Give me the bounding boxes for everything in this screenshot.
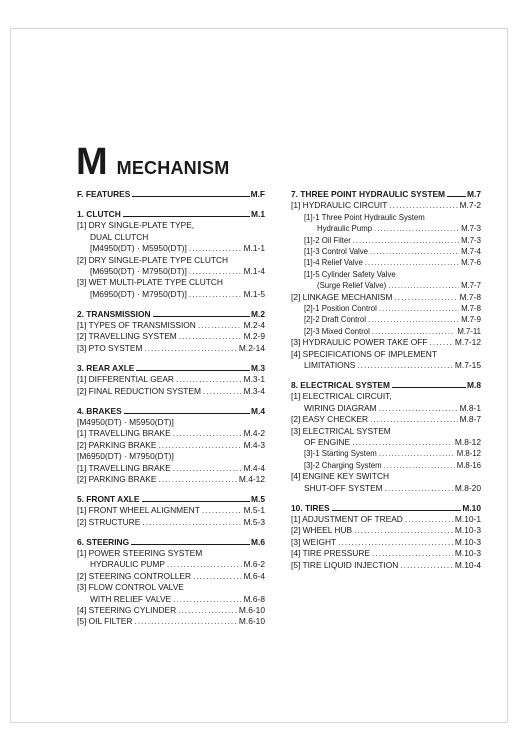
entry-title: [2] PARKING BRAKE	[77, 473, 157, 484]
entry-title: [1] POWER STEERING SYSTEM	[77, 547, 203, 558]
dot-leader	[158, 474, 236, 485]
toc-entry	[77, 277, 265, 288]
entry-title: [M4950(DT) · M5950(DT)]	[77, 416, 174, 427]
entry-title: SHUT-OFF SYSTEM	[304, 482, 383, 493]
entry-page-number: M.7-8	[459, 291, 481, 302]
leader-line	[124, 413, 250, 414]
entry-page-number: M.7-3	[461, 224, 481, 234]
section-page-number: M.4	[251, 405, 265, 416]
section-page-number: M.5	[251, 493, 265, 504]
section-title: 7. THREE POINT HYDRAULIC SYSTEM	[291, 189, 446, 199]
entry-page-number: M.1-5	[243, 288, 265, 299]
section-title: 4. BRAKES	[77, 405, 122, 416]
entry-page-number: M.7-4	[461, 247, 481, 257]
toc-entry[interactable]	[77, 517, 265, 528]
toc-entry[interactable]	[77, 428, 265, 439]
dot-leader	[357, 360, 453, 371]
entry-title: [M6950(DT) · M7950(DT)]	[90, 288, 187, 299]
section-page-number: M.1	[251, 208, 265, 219]
toc-entry[interactable]	[291, 360, 481, 371]
entry-title: [1]-2 Oil Filter	[304, 235, 351, 245]
entry-title: [1]-3 Control Valve	[304, 247, 368, 257]
entry-page-number: M.1-4	[243, 265, 265, 276]
toc-section	[77, 494, 265, 528]
toc-entry[interactable]	[77, 343, 265, 354]
toc-entry	[291, 426, 481, 437]
toc-entry[interactable]	[291, 200, 481, 211]
section-heading[interactable]	[77, 209, 265, 220]
entry-title: [1] TRAVELLING BRAKE	[77, 462, 171, 473]
dot-leader	[365, 257, 459, 268]
entry-title: [2]-3 Mixed Control	[304, 326, 370, 336]
entry-page-number: M.7-7	[461, 281, 481, 291]
toc-entry[interactable]	[291, 314, 481, 325]
toc-section	[291, 503, 481, 571]
toc-entry	[77, 548, 265, 559]
dot-leader	[368, 314, 459, 325]
entry-title: [4] SPECIFICATIONS OF IMPLEMENT	[291, 348, 437, 359]
section-heading[interactable]	[77, 363, 265, 374]
section-page-number: M.8	[467, 380, 481, 390]
entry-title: [4] TIRE PRESSURE	[291, 548, 370, 559]
entry-page-number: M.4-4	[243, 462, 265, 473]
section-title: 3. REAR AXLE	[77, 362, 135, 373]
dot-leader	[173, 594, 241, 605]
toc-section	[291, 189, 481, 372]
entry-page-number: M.4-3	[243, 439, 265, 450]
entry-page-number: M.6-10	[238, 605, 265, 615]
entry-title: DUAL CLUTCH	[90, 231, 149, 242]
dot-leader	[370, 246, 459, 257]
entry-title: [1] ELECTRICAL CIRCUIT,	[291, 391, 392, 402]
dot-leader	[189, 289, 242, 300]
entry-page-number: M.8-16	[456, 460, 481, 470]
dot-leader	[394, 292, 457, 303]
entry-page-number: M.7-12	[454, 337, 481, 348]
entry-title: [M6950(DT) · M7950(DT)]	[77, 451, 174, 462]
toc-entry[interactable]	[291, 537, 481, 548]
toc-entry	[291, 391, 481, 402]
entry-page-number: M.7-15	[454, 360, 481, 371]
dot-leader	[370, 414, 457, 425]
dot-leader	[173, 428, 242, 439]
section-title: 6. STEERING	[77, 536, 130, 547]
toc-entry[interactable]	[77, 616, 265, 627]
toc-entry	[291, 269, 481, 280]
entry-page-number: M.8-1	[459, 402, 481, 413]
entry-title: [M4950(DT) · M5950(DT)]	[90, 243, 187, 254]
entry-page-number: M.6-10	[238, 616, 265, 627]
entry-page-number: M.7-9	[461, 315, 481, 325]
entry-title: [1] DIFFERENTIAL GEAR	[77, 374, 174, 385]
toc-entry[interactable]	[77, 374, 265, 385]
entry-page-number: M.4-2	[243, 428, 265, 439]
toc-entry[interactable]	[77, 243, 265, 254]
dot-leader	[179, 331, 242, 342]
entry-page-number: M.7-3	[461, 235, 481, 245]
dot-leader	[193, 571, 242, 582]
chapter-letter: M	[76, 141, 107, 183]
section-title: 2. TRANSMISSION	[77, 308, 151, 319]
entry-title: [3] WET MULTI-PLATE TYPE CLUTCH	[77, 277, 223, 288]
entry-title: [5] OIL FILTER	[77, 616, 133, 627]
leader-line	[332, 510, 462, 511]
dot-leader	[142, 517, 241, 528]
dot-leader	[202, 505, 242, 516]
toc-section	[77, 406, 265, 486]
leader-line	[132, 196, 249, 197]
chapter-title: MECHANISM	[116, 158, 230, 178]
entry-page-number: M.3-4	[243, 385, 265, 396]
entry-title: [M6950(DT) · M7950(DT)]	[90, 265, 187, 276]
toc-entry[interactable]	[291, 514, 481, 525]
entry-title: WITH RELIEF VALVE	[90, 593, 172, 604]
toc-entry	[77, 255, 265, 266]
section-title: 5. FRONT AXLE	[77, 493, 140, 504]
toc-entry	[77, 582, 265, 593]
entry-title: WIRING DIAGRAM	[304, 402, 377, 413]
entry-page-number: M.5-1	[243, 505, 265, 516]
entry-title: [3] PTO SYSTEM	[77, 342, 143, 353]
toc-entry[interactable]	[77, 440, 265, 451]
entry-page-number: M.6-8	[243, 593, 265, 604]
entry-title: [4] ENGINE KEY SWITCH	[291, 471, 390, 482]
entry-page-number: M.7-2	[459, 200, 481, 211]
entry-title: OF ENGINE	[304, 437, 351, 448]
entry-title: [2] STRUCTURE	[77, 516, 141, 527]
section-page-number: M.2	[251, 308, 265, 319]
toc-entry[interactable]	[291, 403, 481, 414]
entry-title: [2]-1 Position Control	[304, 304, 377, 314]
toc-entry	[291, 212, 481, 223]
leader-line	[153, 316, 251, 317]
entry-title: [5] TIRE LIQUID INJECTION	[291, 559, 399, 570]
toc-entry[interactable]	[291, 292, 481, 303]
toc-entry[interactable]	[77, 594, 265, 605]
dot-leader	[430, 337, 453, 348]
entry-title: [2] LINKAGE MECHANISM	[291, 291, 393, 302]
entry-title: [1] HYDRAULIC CIRCUIT	[291, 200, 388, 211]
dot-leader	[338, 537, 453, 548]
entry-page-number: M.10-3	[454, 548, 481, 559]
dot-leader	[400, 560, 453, 571]
entry-page-number: M.3-1	[243, 374, 265, 385]
section-title: 8. ELECTRICAL SYSTEM	[291, 380, 390, 390]
toc-entry[interactable]	[77, 289, 265, 300]
section-heading[interactable]	[77, 189, 265, 200]
entry-title: [1]-1 Three Point Hydraulic System	[304, 212, 425, 222]
entry-title: [2] EASY CHECKER	[291, 414, 369, 425]
entry-page-number: M.2-9	[243, 331, 265, 342]
toc-section	[77, 363, 265, 397]
section-page-number: M.F	[250, 189, 265, 199]
entry-page-number: M.2-4	[243, 320, 265, 331]
entry-page-number: M.7-6	[461, 258, 481, 268]
toc-entry	[77, 232, 265, 243]
dot-leader	[189, 266, 242, 277]
entry-page-number: M.8-12	[454, 437, 481, 448]
toc-right-column	[291, 189, 481, 580]
dot-leader	[353, 235, 459, 246]
toc-entry[interactable]	[291, 337, 481, 348]
section-title: 10. TIRES	[291, 502, 330, 513]
toc-entry	[291, 349, 481, 360]
entry-title: [1] TYPES OF TRANSMISSION	[77, 320, 196, 331]
entry-page-number: M.10-4	[454, 559, 481, 570]
dot-leader	[389, 200, 457, 211]
toc-entry[interactable]	[77, 386, 265, 397]
dot-leader	[374, 223, 459, 234]
dot-leader	[198, 320, 242, 331]
toc-section	[77, 189, 265, 200]
toc-entry	[291, 471, 481, 482]
section-title: 1. CLUTCH	[77, 208, 121, 219]
entry-title: [2]-2 Draft Control	[304, 315, 366, 325]
section-heading[interactable]	[291, 189, 481, 200]
entry-page-number: M.8-12	[456, 449, 481, 459]
section-page-number: M.3	[251, 362, 265, 373]
dot-leader	[203, 386, 242, 397]
section-heading[interactable]	[291, 380, 481, 391]
entry-title: [4] STEERING CYLINDER	[77, 605, 177, 615]
dot-leader	[134, 616, 237, 627]
entry-title: [2] FINAL REDUCTION SYSTEM	[77, 385, 201, 396]
toc-entry[interactable]	[291, 246, 481, 257]
toc-section	[77, 537, 265, 628]
toc-entry[interactable]	[291, 257, 481, 268]
entry-title: [1] DRY SINGLE-PLATE TYPE,	[77, 220, 195, 231]
dot-leader	[144, 343, 236, 354]
toc-entry[interactable]	[291, 414, 481, 425]
dot-leader	[379, 448, 455, 459]
section-title: F. FEATURES	[77, 189, 131, 199]
entry-title: [3]-2 Charging System	[304, 460, 382, 470]
entry-title: (Surge Relief Valve)	[317, 281, 387, 291]
section-heading[interactable]	[77, 309, 265, 320]
toc-entry[interactable]	[291, 483, 481, 494]
section-page-number: M.10	[462, 502, 481, 513]
dot-leader	[388, 280, 459, 291]
section-page-number: M.7	[467, 189, 481, 199]
dot-leader	[372, 548, 453, 559]
entry-title: [3]-1 Starting System	[304, 449, 377, 459]
entry-page-number: M.10-1	[454, 513, 481, 524]
entry-title: [2] DRY SINGLE-PLATE TYPE CLUTCH	[77, 254, 229, 265]
entry-page-number: M.10-3	[454, 536, 481, 547]
toc-section	[291, 380, 481, 494]
leader-line	[392, 387, 466, 388]
toc-entry[interactable]	[291, 437, 481, 448]
leader-line	[447, 196, 466, 197]
entry-page-number: M.5-3	[243, 516, 265, 527]
leader-line	[142, 501, 251, 502]
toc-entry[interactable]	[77, 331, 265, 342]
dot-leader	[379, 303, 459, 314]
toc-entry[interactable]	[291, 235, 481, 246]
toc-entry[interactable]	[77, 474, 265, 485]
toc-entry[interactable]	[291, 460, 481, 471]
entry-page-number: M.8-20	[454, 482, 481, 493]
toc-entry[interactable]	[291, 223, 481, 234]
entry-title: [3] ELECTRICAL SYSTEM	[291, 425, 391, 436]
page-title	[76, 143, 229, 181]
toc-entry[interactable]	[77, 571, 265, 582]
section-heading[interactable]	[77, 494, 265, 505]
section-heading[interactable]	[77, 406, 265, 417]
dot-leader	[178, 605, 237, 616]
entry-title: [2] STEERING CONTROLLER	[77, 570, 192, 581]
toc-entry[interactable]	[291, 448, 481, 459]
toc-left-column	[77, 189, 265, 636]
entry-page-number: M.8-7	[459, 414, 481, 425]
toc-entry[interactable]	[77, 505, 265, 516]
toc-entry[interactable]	[77, 463, 265, 474]
toc-entry[interactable]	[291, 560, 481, 571]
leader-line	[131, 544, 250, 545]
entry-page-number: M.10-3	[454, 525, 481, 536]
toc-entry[interactable]	[77, 559, 265, 570]
toc-entry[interactable]	[77, 266, 265, 277]
entry-title: [1] TRAVELLING BRAKE	[77, 428, 171, 439]
dot-leader	[372, 326, 455, 337]
dot-leader	[158, 440, 241, 451]
toc-entry	[77, 220, 265, 231]
entry-title: [2] TRAVELLING SYSTEM	[77, 331, 177, 342]
entry-page-number: M.1-1	[243, 243, 265, 254]
entry-title: [3] FLOW CONTROL VALVE	[77, 582, 184, 593]
entry-title: [1]-5 Cylinder Safety Valve	[304, 269, 396, 279]
entry-page-number: M.4-12	[238, 473, 265, 484]
entry-page-number: M.2-14	[238, 342, 265, 353]
toc-entry	[77, 451, 265, 462]
dot-leader	[189, 243, 242, 254]
entry-page-number: M.6-4	[243, 570, 265, 581]
toc-entry[interactable]	[291, 326, 481, 337]
entry-title: [3] HYDRAULIC POWER TAKE OFF	[291, 337, 428, 348]
leader-line	[136, 370, 250, 371]
entry-title: [1] ADJUSTMENT OF TREAD	[291, 513, 403, 524]
dot-leader	[167, 559, 242, 570]
dot-leader	[176, 374, 242, 385]
entry-title: [1] FRONT WHEEL ALIGNMENT	[77, 505, 200, 516]
entry-page-number: M.7-8	[461, 304, 481, 314]
dot-leader	[384, 460, 455, 471]
entry-page-number: M.6-2	[243, 559, 265, 570]
entry-title: Hydraulic Pump	[317, 224, 373, 234]
toc-section	[77, 309, 265, 355]
entry-title: HYDRAULIC PUMP	[90, 559, 165, 570]
leader-line	[123, 216, 250, 217]
section-heading[interactable]	[77, 537, 265, 548]
entry-title: [1]-4 Relief Valve	[304, 258, 363, 268]
entry-title: [2] WHEEL HUB	[291, 525, 353, 536]
entry-title: [3] WEIGHT	[291, 536, 337, 547]
entry-title: [2] PARKING BRAKE	[77, 439, 157, 450]
toc-entry	[77, 417, 265, 428]
dot-leader	[352, 437, 453, 448]
toc-entry[interactable]	[291, 548, 481, 559]
dot-leader	[354, 525, 453, 536]
toc-entry[interactable]	[291, 303, 481, 314]
toc-entry[interactable]	[291, 280, 481, 291]
section-page-number: M.6	[251, 536, 265, 547]
dot-leader	[405, 514, 453, 525]
toc-entry[interactable]	[77, 605, 265, 616]
dot-leader	[173, 463, 242, 474]
toc-entry[interactable]	[291, 525, 481, 536]
section-heading[interactable]	[291, 503, 481, 514]
dot-leader	[379, 403, 458, 414]
dot-leader	[385, 483, 453, 494]
entry-title: LIMITATIONS	[304, 360, 356, 371]
toc-entry[interactable]	[77, 320, 265, 331]
toc-section	[77, 209, 265, 300]
entry-page-number: M.7-11	[457, 326, 481, 336]
